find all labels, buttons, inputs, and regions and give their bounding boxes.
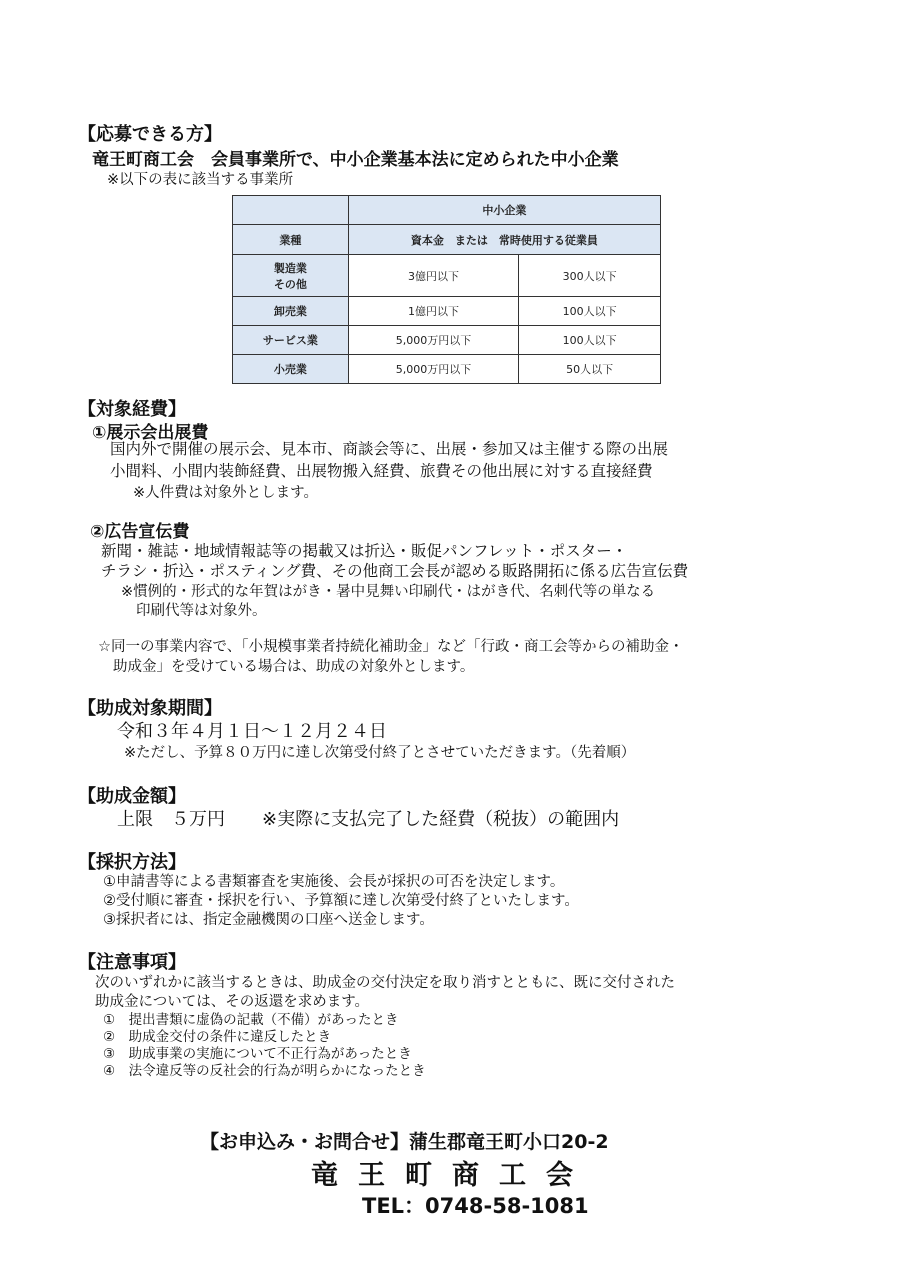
notes-intro: 次のいずれかに該当するときは、助成金の交付決定を取り消すとともに、既に交付された	[95, 975, 675, 991]
expense-item-text: 新聞・雑誌・地域情報誌等の掲載又は折込・販促パンフレット・ポスター・	[101, 542, 628, 560]
table-row	[233, 255, 661, 297]
selection-item: ②受付順に審査・採択を行い、予算額に達し次第受付終了といたします。	[103, 893, 579, 909]
organization-name: 竜王町商工会	[311, 1160, 593, 1191]
expenses-heading: 【対象経費】	[78, 399, 186, 420]
expense-item-note: 印刷代等は対象外。	[136, 603, 267, 619]
selection-heading: 【採択方法】	[78, 852, 186, 873]
contact-phone: TEL：0748-58-1081	[362, 1194, 589, 1218]
notes-item: ③ 助成事業の実施について不正行為があったとき	[103, 1046, 412, 1062]
table-cell-industry: サービス業	[233, 326, 349, 355]
expense-item-note: ※人件費は対象外とします。	[133, 485, 318, 501]
table-group-header: 中小企業	[348, 196, 660, 225]
table-cell-capital: 1億円以下	[348, 297, 519, 326]
expense-item-note: ※慣例的・形式的な年賀はがき・暑中見舞い印刷代・はがき代、名刺代等の単なる	[121, 584, 656, 600]
table-row	[233, 355, 661, 384]
table-cell-industry: 卸売業	[233, 297, 349, 326]
expense-item-title: ①展示会出展費	[92, 423, 209, 443]
expense-item-text: チラシ・折込・ポスティング費、その他商工会長が認める販路開拓に係る広告宣伝費	[101, 562, 689, 580]
exclusion-note: 助成金」を受けている場合は、助成の対象外とします。	[113, 659, 475, 675]
notes-heading: 【注意事項】	[78, 952, 186, 973]
exclusion-note: ☆同一の事業内容で、「小規模事業者持続化補助金」など「行政・商工会等からの補助金・	[98, 639, 684, 655]
table-row	[233, 326, 661, 355]
notes-item: ④ 法令違反等の反社会的行為が明らかになったとき	[103, 1063, 426, 1079]
period-note: ※ただし、予算８０万円に達し次第受付終了とさせていただきます。（先着順）	[124, 745, 636, 761]
table-corner-cell	[233, 196, 349, 225]
period-dates: 令和３年４月１日～１２月２４日	[117, 721, 387, 742]
expense-item-text: 小間料、小間内装飾経費、出展物搬入経費、旅費その他出展に対する直接経費	[110, 462, 653, 480]
period-heading: 【助成対象期間】	[78, 698, 222, 719]
table-cell-capital: 5,000万円以下	[348, 355, 519, 384]
amount-note: ※実際に支払完了した経費（税抜）の範囲内	[262, 809, 620, 830]
expense-item-text: 国内外で開催の展示会、見本市、商談会等に、出展・参加又は主催する際の出展	[110, 440, 669, 458]
eligibility-note: ※以下の表に該当する事業所	[107, 172, 294, 188]
expense-item-title: ②広告宣伝費	[90, 522, 190, 542]
eligibility-heading: 【応募できる方】	[78, 124, 222, 145]
notes-intro: 助成金については、その返還を求めます。	[95, 994, 370, 1010]
amount-heading: 【助成金額】	[78, 786, 186, 807]
table-header-industry: 業種	[233, 225, 349, 255]
table-cell-employees: 100人以下	[519, 326, 661, 355]
table-cell-capital: 3億円以下	[348, 255, 519, 297]
table-cell-industry: 製造業 その他	[233, 255, 349, 297]
contact-address: 【お申込み・お問合せ】蒲生郡竜王町小口20-2	[200, 1131, 609, 1153]
sme-size-table	[232, 195, 661, 384]
amount-limit: 上限 ５万円	[117, 809, 225, 830]
table-cell-capital: 5,000万円以下	[348, 326, 519, 355]
selection-item: ①申請書等による書類審査を実施後、会長が採択の可否を決定します。	[103, 874, 565, 890]
table-cell-employees: 100人以下	[519, 297, 661, 326]
notes-item: ① 提出書類に虚偽の記載（不備）があったとき	[103, 1012, 399, 1028]
notes-item: ② 助成金交付の条件に違反したとき	[103, 1029, 332, 1045]
table-cell-employees: 300人以下	[519, 255, 661, 297]
eligibility-line: 竜王町商工会 会員事業所で、中小企業基本法に定められた中小企業	[92, 150, 619, 170]
table-cell-industry: 小売業	[233, 355, 349, 384]
table-header-criteria: 資本金 または 常時使用する従業員	[348, 225, 660, 255]
table-row	[233, 297, 661, 326]
selection-item: ③採択者には、指定金融機関の口座へ送金します。	[103, 912, 434, 928]
table-cell-employees: 50人以下	[519, 355, 661, 384]
